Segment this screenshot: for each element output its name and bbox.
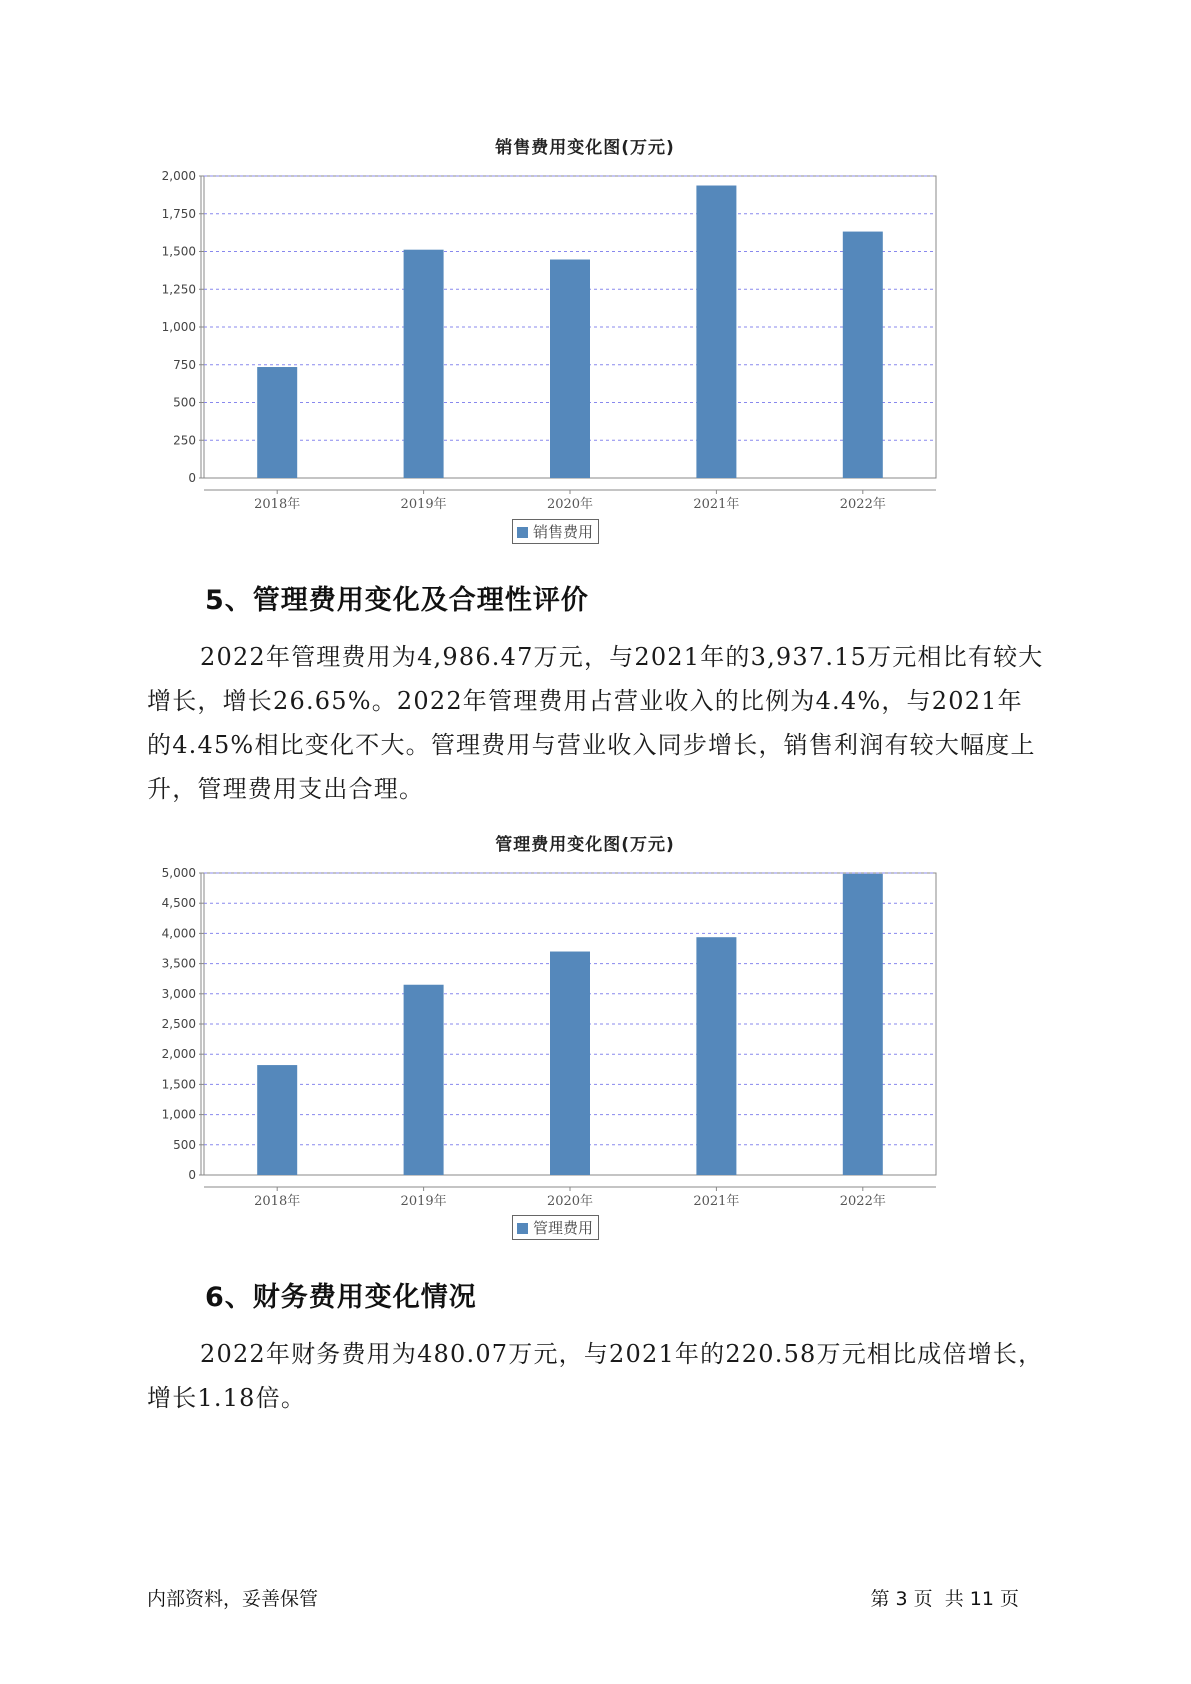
legend-label: 销售费用	[533, 523, 594, 541]
bar	[404, 250, 444, 478]
bar	[257, 367, 297, 478]
y-tick-label: 2,000	[161, 169, 196, 183]
x-tick-label: 2019年	[400, 1194, 447, 1209]
management-expense-chart	[150, 830, 1020, 1237]
x-tick-label: 2021年	[693, 497, 740, 512]
y-tick-label: 2,000	[161, 1047, 196, 1062]
bar	[843, 232, 883, 478]
bar-chart	[150, 158, 1020, 518]
bar	[550, 952, 590, 1175]
x-tick-label: 2020年	[546, 1194, 594, 1209]
bar-chart	[150, 855, 1020, 1215]
y-tick-label: 1,500	[161, 244, 196, 259]
paragraph-finance: 2022年财务费用为480.07万元，与2021年的220.58万元相比成倍增长，增长1.18倍。	[147, 1340, 1044, 1412]
y-tick-label: 4,000	[161, 926, 196, 941]
x-tick-label: 2020年	[546, 497, 594, 512]
y-tick-label: 1,000	[161, 320, 196, 334]
sales-expense-chart	[150, 133, 1020, 541]
y-tick-label: 4,500	[161, 896, 196, 911]
x-tick-label: 2019年	[400, 497, 447, 512]
chart-legend	[512, 519, 599, 544]
bar	[550, 260, 590, 478]
chart-title: 管理费用变化图(万元)	[495, 835, 675, 855]
bar	[257, 1065, 297, 1175]
y-tick-label: 1,000	[161, 1107, 196, 1122]
bar	[696, 937, 736, 1175]
bar	[404, 985, 444, 1175]
x-tick-label: 2018年	[254, 1194, 301, 1209]
bar	[843, 874, 883, 1175]
footer-confidential: 内部资料，妥善保管	[147, 1588, 319, 1610]
y-tick-label: 3,000	[161, 986, 196, 1001]
x-tick-label: 2021年	[693, 1194, 740, 1209]
legend-swatch	[517, 527, 528, 538]
y-tick-label: 500	[173, 1137, 196, 1152]
y-tick-label: 2,500	[161, 1017, 196, 1031]
section-heading-management: 5、管理费用变化及合理性评价	[205, 585, 589, 616]
y-tick-label: 250	[173, 433, 196, 448]
y-tick-label: 0	[188, 1168, 196, 1182]
legend-label: 管理费用	[533, 1219, 594, 1237]
footer-page-number: 第 3 页 共 11 页	[870, 1588, 1019, 1610]
bar	[696, 186, 736, 478]
x-tick-label: 2022年	[839, 1194, 886, 1209]
y-tick-label: 500	[173, 395, 196, 410]
y-tick-label: 5,000	[161, 866, 196, 880]
y-tick-label: 0	[188, 471, 196, 485]
section-heading-finance: 6、财务费用变化情况	[205, 1282, 477, 1313]
y-tick-label: 1,250	[161, 282, 196, 297]
legend-swatch	[517, 1223, 528, 1234]
y-tick-label: 3,500	[161, 956, 196, 971]
y-tick-label: 750	[173, 357, 196, 372]
x-tick-label: 2018年	[254, 497, 301, 512]
chart-title: 销售费用变化图(万元)	[495, 138, 675, 158]
chart-legend	[512, 1215, 599, 1240]
y-tick-label: 1,500	[161, 1077, 196, 1092]
x-tick-label: 2022年	[839, 497, 886, 512]
y-tick-label: 1,750	[161, 206, 196, 221]
paragraph-management: 2022年管理费用为4,986.47万元，与2021年的3,937.15万元相比有较大增长，增长26.65%。2022年管理费用占营业收入的比例为4.4%，与2021年的4.45%相比变化不大。管理费用与营业收入同步增长，销售利润有较大幅度上升，管理费用支出合理。	[147, 643, 1044, 803]
